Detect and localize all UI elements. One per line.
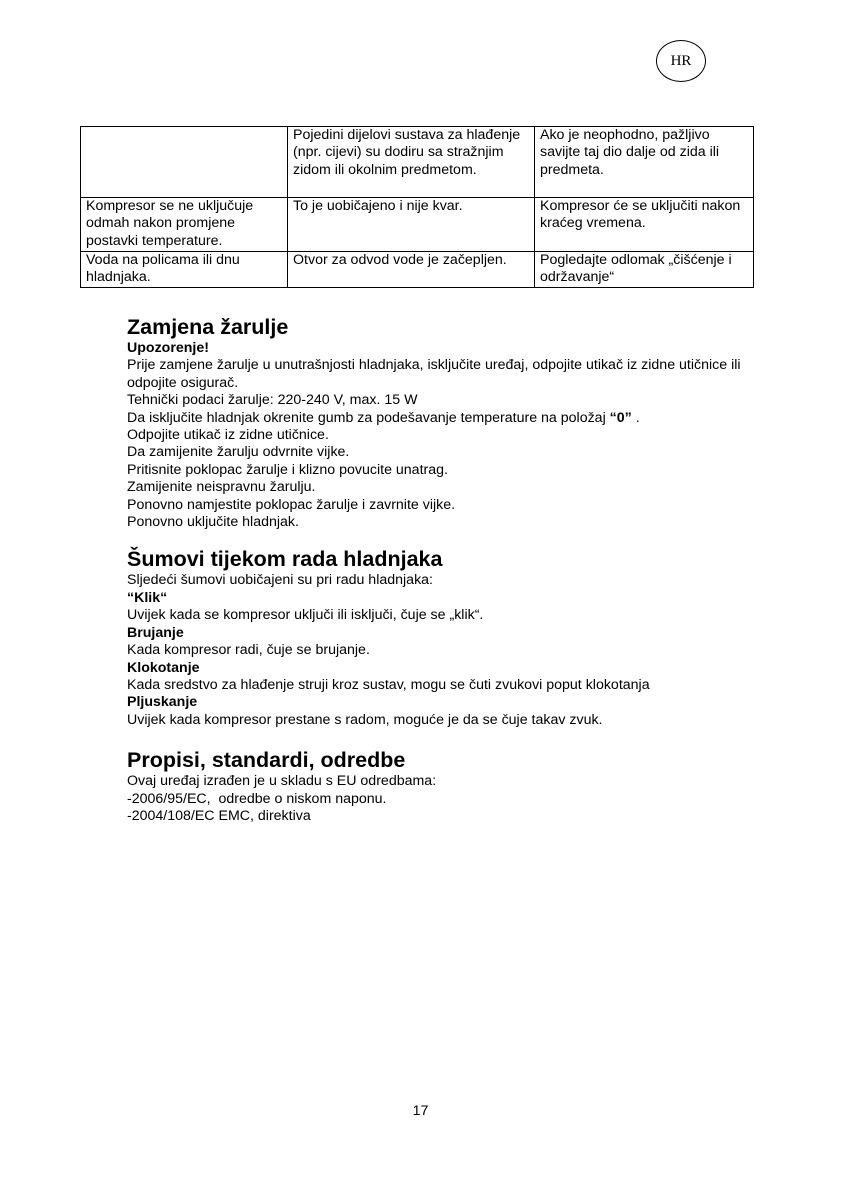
language-badge: HR [656,40,706,82]
remedy-cell: Ako je neophodno, pažljivo savijte taj dio dalje od zida ili predmeta. [535,127,754,198]
paragraph: Sljedeći šumovi uobičajeni su pri radu hladnjaka: [127,572,433,589]
paragraph: Ovaj uređaj izrađen je u skladu s EU odredbama: [127,773,437,790]
problem-cell: Voda na policama ili dnu hladnjaka. [81,252,288,288]
noise-label: Brujanje [127,624,184,641]
noise-description: Kada sredstvo za hlađenje struji kroz sustav, mogu se čuti zvukovi poput klokotanja [127,676,650,693]
step: Odpojite utikač iz zidne utičnice. [127,427,329,444]
noise-description: Uvijek kada se kompresor uključi ili isključi, čuje se „klik“. [127,607,484,624]
problem-cell [81,127,288,198]
paragraph: -2006/95/EC, odredbe o niskom naponu. [127,790,387,807]
cause-cell: Pojedini dijelovi sustava za hlađenje (npr. cijevi) su dodiru sa stražnjim zidom ili okolnim predmetom. [288,127,535,198]
page-content [127,314,767,825]
table-row [81,252,754,288]
section-heading: Propisi, standardi, odredbe [127,748,406,773]
noise-label: Klokotanje [127,659,200,676]
section-heading: Zamjena žarulje [127,315,289,339]
noise-description: Kada kompresor radi, čuje se brujanje. [127,642,370,659]
remedy-cell: Kompresor će se uključiti nakon kraćeg vremena. [535,198,754,252]
noise-section [127,546,767,729]
step: Ponovno uključite hladnjak. [127,514,299,531]
page-number: 17 [412,1103,429,1119]
text: . [631,409,640,426]
step: Pritisnite poklopac žarulje i klizno povucite unatrag. [127,461,448,478]
warning-label: Upozorenje! [127,340,209,356]
bulb-replacement-section [127,314,767,531]
dial-position: “0” [609,409,632,426]
dial-instruction [127,410,767,427]
text: Da isključite hladnjak okrenite gumb za podešavanje temperature na položaj [127,409,610,426]
step: Zamijenite neispravnu žarulju. [127,479,316,496]
problem-cell: Kompresor se ne uključuje odmah nakon promjene postavki temperature. [81,198,288,252]
paragraph: Prije zamjene žarulje u unutrašnjosti hladnjaka, isključite uređaj, odpojite utikač iz zidne utičnice ili odpojite osigurač. [127,357,741,391]
noise-label: Pljuskanje [127,694,198,711]
noise-description: Uvijek kada kompresor prestane s radom, moguće je da se čuje takav zvuk. [127,711,603,728]
noise-label: “Klik“ [127,589,168,606]
step: Da zamijenite žarulju odvrnite vijke. [127,444,350,461]
table-row [81,127,754,198]
cause-cell: Otvor za odvod vode je začepljen. [288,252,535,288]
paragraph: Tehnički podaci žarulje: 220-240 V, max. 15 W [127,392,418,409]
table-row [81,198,754,252]
troubleshooting-table [80,126,754,288]
remedy-cell: Pogledajte odlomak „čišćenje i održavanje“ [535,252,754,288]
cause-cell: To je uobičajeno i nije kvar. [288,198,535,252]
section-heading: Šumovi tijekom rada hladnjaka [127,547,443,572]
paragraph: -2004/108/EC EMC, direktiva [127,807,311,824]
step: Ponovno namjestite poklopac žarulje i zavrnite vijke. [127,496,456,513]
regulations-section [127,747,767,825]
